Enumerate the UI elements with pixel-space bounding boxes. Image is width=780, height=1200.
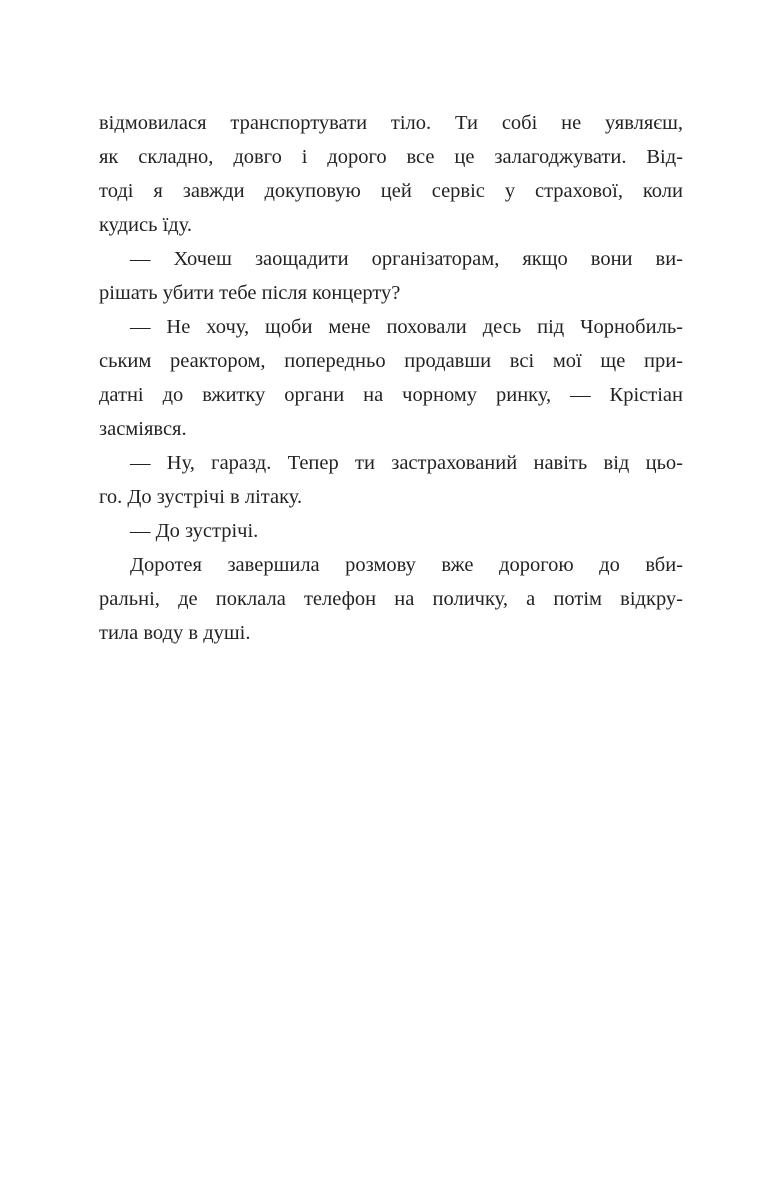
- text-line: го. До зустрічі в літаку.: [99, 486, 303, 508]
- paragraph: [99, 514, 683, 548]
- paragraph: [99, 106, 683, 242]
- paragraph: [99, 548, 683, 650]
- text-line: ським реактором, попередньо продавши всі мої ще при-: [99, 350, 683, 372]
- text-line: — Ну, гаразд. Тепер ти застрахований навіть від цьо-: [130, 452, 683, 474]
- text-line: ральні, де поклала телефон на поличку, а потім відкру-: [99, 588, 683, 610]
- paragraph: [99, 446, 683, 514]
- text-line: як складно, довго і дорого все це залагоджувати. Від-: [99, 146, 683, 168]
- text-line: тила воду в душі.: [99, 622, 251, 644]
- page-text: [99, 106, 683, 650]
- text-line: рішать убити тебе після концерту?: [99, 282, 401, 304]
- paragraph: [99, 242, 683, 310]
- text-line: датні до вжитку органи на чорному ринку, — Крістіан: [99, 384, 683, 406]
- text-line: кудись їду.: [99, 214, 193, 236]
- text-line: тоді я завжди докуповую цей сервіс у страхової, коли: [99, 180, 683, 202]
- text-line: Доротея завершила розмову вже дорогою до вби-: [130, 554, 683, 576]
- text-line: засміявся.: [99, 418, 187, 440]
- text-line: — Не хочу, щоби мене поховали десь під Чорнобиль-: [130, 316, 683, 338]
- text-line: — Хочеш заощадити організаторам, якщо вони ви-: [130, 248, 683, 270]
- text-line: — До зустрічі.: [130, 520, 259, 542]
- text-line: відмовилася транспортувати тіло. Ти собі не уявляєш,: [99, 112, 683, 134]
- paragraph: [99, 310, 683, 446]
